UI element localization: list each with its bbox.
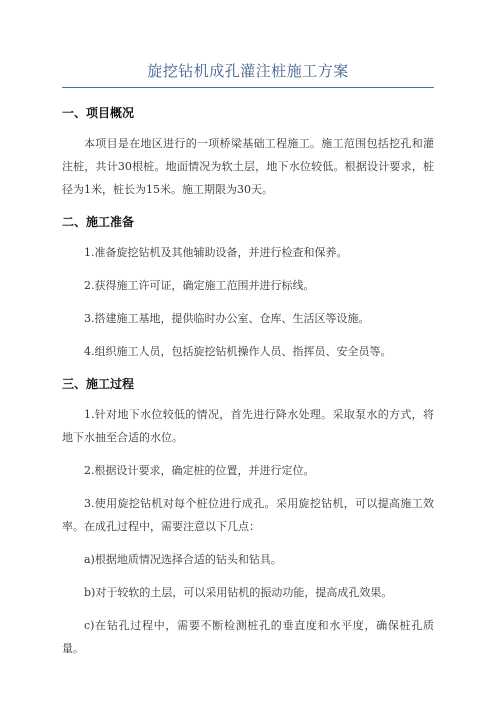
paragraph: 2.获得施工许可证，确定施工范围并进行标线。 <box>84 279 315 292</box>
paragraph: 4.组织施工人员，包括旋挖钻机操作人员、指挥员、安全员等。 <box>84 345 392 358</box>
section-construction-preparation <box>62 213 434 363</box>
section-heading: 三、施工过程 <box>62 377 135 391</box>
paragraph: 3.搭建施工基地，提供临时办公室、仓库、生活区等设施。 <box>84 312 370 325</box>
section-heading: 一、项目概况 <box>62 106 135 120</box>
paragraph: a)根据地质情况选择合适的钻头和钻具。 <box>84 553 282 566</box>
section-heading: 二、施工准备 <box>62 215 135 229</box>
paragraph: 3.使用旋挖钻机对每个桩位进行成孔。采用旋挖钻机，可以提高施工效率。在成孔过程中，需要注意以下几点： <box>62 497 434 533</box>
paragraph: 2.根据设计要求，确定桩的位置，并进行定位。 <box>84 464 315 477</box>
paragraph: 1.针对地下水位较低的情况，首先进行降水处理。采取泵水的方式，将地下水抽至合适的水位。 <box>62 408 434 444</box>
document-title: 旋挖钻机成孔灌注桩施工方案 <box>147 62 349 80</box>
section-project-overview <box>62 104 434 201</box>
paragraph: b)对于较软的土层，可以采用钻机的振动功能，提高成孔效果。 <box>84 586 393 599</box>
title-divider <box>62 87 434 88</box>
paragraph: 本项目是在地区进行的一项桥梁基础工程施工。施工范围包括挖孔和灌注桩，共计30根桩。地面情况为软土层，地下水位较低。根据设计要求，桩径为1米，桩长为15米。施工期限为30天。 <box>62 137 434 196</box>
section-construction-process <box>62 375 434 660</box>
paragraph: c)在钻孔过程中，需要不断检测桩孔的垂直度和水平度，确保桩孔质量。 <box>62 619 434 655</box>
paragraph: 1.准备旋挖钻机及其他辅助设备，并进行检查和保养。 <box>84 246 348 259</box>
